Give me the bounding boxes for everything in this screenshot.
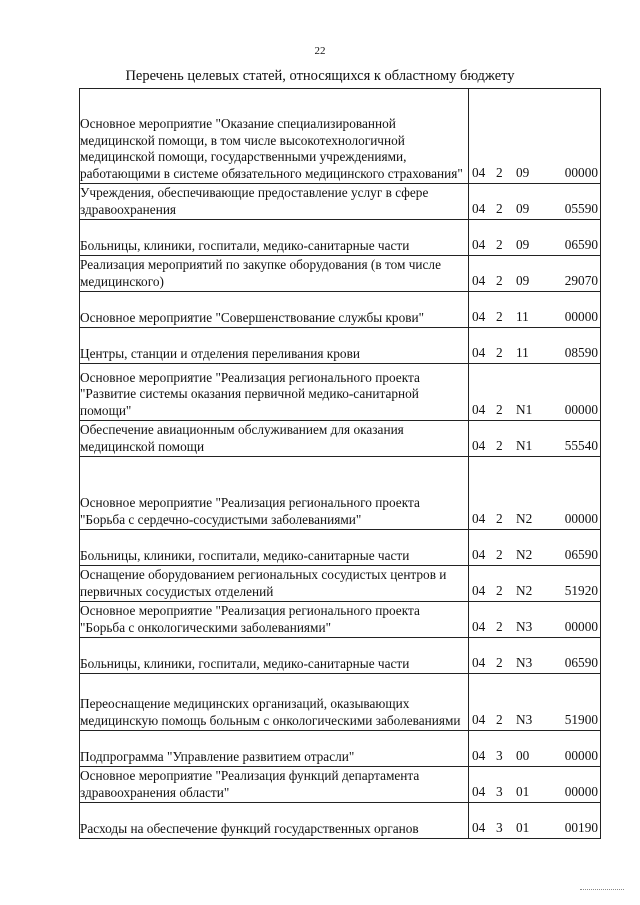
- program-code: 04: [472, 547, 486, 562]
- page-number: 22: [314, 45, 326, 57]
- table-row: [80, 292, 601, 328]
- direction-code: 06590: [564, 655, 598, 670]
- row-name: Основное мероприятие "Совершенствование службы крови": [80, 292, 469, 328]
- direction-code: 29070: [564, 273, 598, 288]
- activity-code: N1: [516, 438, 533, 453]
- subprogram-code: 2: [496, 583, 503, 598]
- row-name: Обеспечение авиационным обслуживанием для оказания медицинской помощи: [80, 421, 469, 457]
- subprogram-code: 3: [496, 820, 503, 835]
- row-code-cell: [469, 184, 601, 220]
- direction-code: 00000: [564, 748, 598, 763]
- row-name: Учреждения, обеспечивающие предоставление услуг в сфере здравоохранения: [80, 184, 469, 220]
- activity-code: 09: [516, 273, 530, 288]
- subprogram-code: 2: [496, 547, 503, 562]
- subprogram-code: 2: [496, 273, 503, 288]
- table-row: [80, 803, 601, 839]
- row-name: Центры, станции и отделения переливания крови: [80, 328, 469, 364]
- activity-code: N2: [516, 547, 533, 562]
- activity-code: 11: [516, 345, 529, 360]
- activity-code: 09: [516, 165, 530, 180]
- activity-code: 01: [516, 784, 530, 799]
- subprogram-code: 2: [496, 201, 503, 216]
- program-code: 04: [472, 438, 486, 453]
- table-row: [80, 731, 601, 767]
- row-code-cell: [469, 220, 601, 256]
- activity-code: 00: [516, 748, 530, 763]
- row-name: Основное мероприятие "Реализация регионального проекта "Борьба с сердечно-сосудистыми заболеваниями": [80, 457, 469, 530]
- direction-code: 05590: [564, 201, 598, 216]
- table-row: [80, 364, 601, 421]
- row-code-cell: [469, 566, 601, 602]
- row-name: Подпрограмма "Управление развитием отрасли": [80, 731, 469, 767]
- row-name: Больницы, клиники, госпитали, медико-санитарные части: [80, 220, 469, 256]
- program-code: 04: [472, 345, 486, 360]
- row-code-cell: [469, 530, 601, 566]
- table-row: [80, 767, 601, 803]
- activity-code: N2: [516, 511, 533, 526]
- subprogram-code: 2: [496, 402, 503, 417]
- direction-code: 00000: [564, 511, 598, 526]
- subprogram-code: 2: [496, 345, 503, 360]
- row-code-cell: [469, 457, 601, 530]
- corner-dotted-mark: [580, 889, 624, 891]
- subprogram-code: 2: [496, 655, 503, 670]
- target-articles-table: [79, 88, 601, 839]
- row-name: Основное мероприятие "Реализация регионального проекта "Развитие системы оказания первичной медико-санитарной помощи": [80, 364, 469, 421]
- direction-code: 51900: [564, 712, 598, 727]
- subprogram-code: 2: [496, 511, 503, 526]
- row-code-cell: [469, 421, 601, 457]
- activity-code: N3: [516, 619, 533, 634]
- program-code: 04: [472, 201, 486, 216]
- table-row: [80, 602, 601, 638]
- row-name: Основное мероприятие "Оказание специализированной медицинской помощи, в том числе высокотехнологичной медицинской помощи, государственными учреждениями, работающими в системе обязательного медицинского страхования": [80, 89, 469, 184]
- subprogram-code: 3: [496, 784, 503, 799]
- subprogram-code: 2: [496, 438, 503, 453]
- direction-code: 00000: [564, 619, 598, 634]
- table-row: [80, 674, 601, 731]
- program-code: 04: [472, 583, 486, 598]
- table-row: [80, 328, 601, 364]
- table-row: [80, 220, 601, 256]
- program-code: 04: [472, 820, 486, 835]
- activity-code: N3: [516, 655, 533, 670]
- row-code-cell: [469, 731, 601, 767]
- program-code: 04: [472, 237, 486, 252]
- direction-code: 06590: [564, 547, 598, 562]
- subprogram-code: 2: [496, 309, 503, 324]
- program-code: 04: [472, 402, 486, 417]
- subprogram-code: 2: [496, 237, 503, 252]
- subprogram-code: 2: [496, 619, 503, 634]
- activity-code: 09: [516, 201, 530, 216]
- direction-code: 06590: [564, 237, 598, 252]
- table-body: [80, 89, 601, 839]
- table-row: [80, 638, 601, 674]
- direction-code: 08590: [564, 345, 598, 360]
- program-code: 04: [472, 165, 486, 180]
- row-code-cell: [469, 638, 601, 674]
- row-code-cell: [469, 328, 601, 364]
- row-code-cell: [469, 674, 601, 731]
- row-code-cell: [469, 602, 601, 638]
- direction-code: 00000: [564, 309, 598, 324]
- activity-code: N2: [516, 583, 533, 598]
- direction-code: 00000: [564, 165, 598, 180]
- program-code: 04: [472, 712, 486, 727]
- table-row: [80, 256, 601, 292]
- row-name: Реализация мероприятий по закупке оборудования (в том числе медицинского): [80, 256, 469, 292]
- program-code: 04: [472, 655, 486, 670]
- row-name: Расходы на обеспечение функций государственных органов: [80, 803, 469, 839]
- row-code-cell: [469, 767, 601, 803]
- direction-code: 00000: [564, 402, 598, 417]
- row-code-cell: [469, 256, 601, 292]
- program-code: 04: [472, 273, 486, 288]
- activity-code: 11: [516, 309, 529, 324]
- program-code: 04: [472, 748, 486, 763]
- direction-code: 51920: [564, 583, 598, 598]
- activity-code: N3: [516, 712, 533, 727]
- subprogram-code: 2: [496, 712, 503, 727]
- program-code: 04: [472, 784, 486, 799]
- table-row: [80, 457, 601, 530]
- table-row: [80, 566, 601, 602]
- subprogram-code: 3: [496, 748, 503, 763]
- row-name: Оснащение оборудованием региональных сосудистых центров и первичных сосудистых отделений: [80, 566, 469, 602]
- program-code: 04: [472, 619, 486, 634]
- table-row: [80, 530, 601, 566]
- table-row: [80, 89, 601, 184]
- row-code-cell: [469, 292, 601, 328]
- row-name: Основное мероприятие "Реализация функций департамента здравоохранения области": [80, 767, 469, 803]
- row-name: Больницы, клиники, госпитали, медико-санитарные части: [80, 530, 469, 566]
- activity-code: N1: [516, 402, 533, 417]
- subprogram-code: 2: [496, 165, 503, 180]
- activity-code: 09: [516, 237, 530, 252]
- direction-code: 00000: [564, 784, 598, 799]
- row-code-cell: [469, 89, 601, 184]
- table-row: [80, 184, 601, 220]
- row-name: Переоснащение медицинских организаций, оказывающих медицинскую помощь больным с онкологическими заболеваниями: [80, 674, 469, 731]
- document-title: Перечень целевых статей, относящихся к областному бюджету: [125, 68, 515, 84]
- row-name: Основное мероприятие "Реализация регионального проекта "Борьба с онкологическими заболеваниями": [80, 602, 469, 638]
- row-code-cell: [469, 364, 601, 421]
- row-code-cell: [469, 803, 601, 839]
- direction-code: 00190: [564, 820, 598, 835]
- direction-code: 55540: [564, 438, 598, 453]
- program-code: 04: [472, 309, 486, 324]
- program-code: 04: [472, 511, 486, 526]
- table-row: [80, 421, 601, 457]
- row-name: Больницы, клиники, госпитали, медико-санитарные части: [80, 638, 469, 674]
- activity-code: 01: [516, 820, 530, 835]
